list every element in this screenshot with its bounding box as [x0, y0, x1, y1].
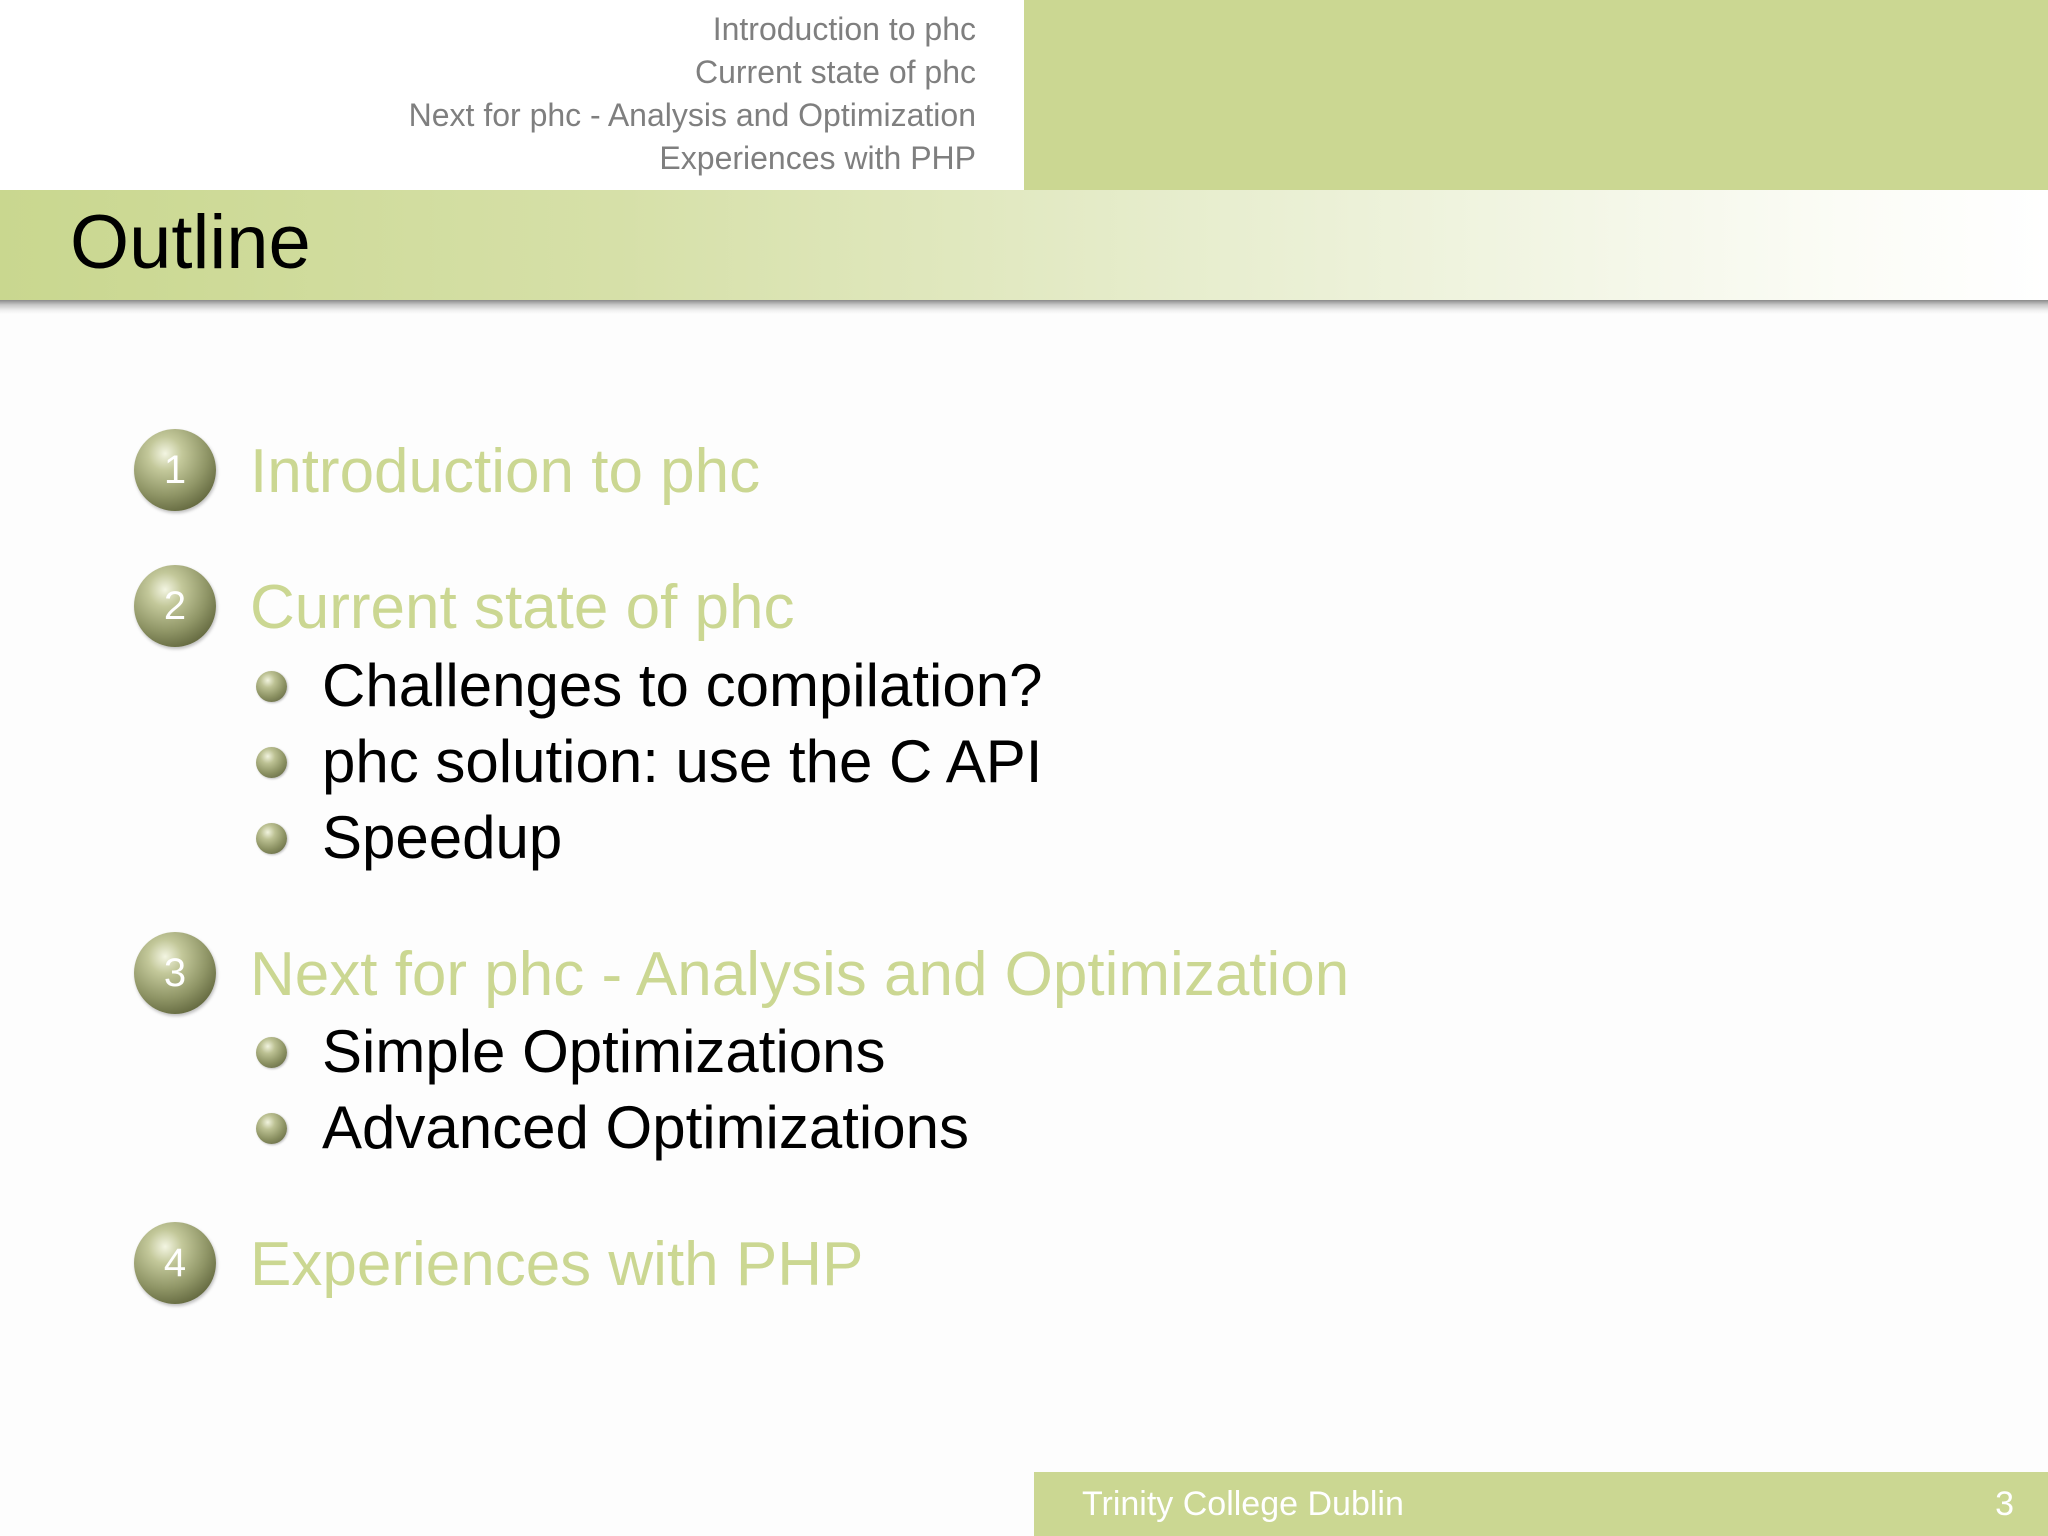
title-bar-shadow — [0, 300, 2048, 314]
section-number: 4 — [163, 1241, 187, 1285]
nav-item-experiences[interactable]: Experiences with PHP — [659, 140, 976, 176]
section-navigation — [409, 8, 976, 180]
toc-section-experiences[interactable]: Experiences with PHP — [250, 1230, 864, 1299]
section-number-ball-4 — [134, 1222, 216, 1304]
toc-subsection-simple-optimizations[interactable]: Simple Optimizations — [322, 1018, 886, 1085]
header-accent-panel — [1024, 0, 2048, 190]
footer-bar — [1034, 1472, 2048, 1536]
page-number: 3 — [1995, 1485, 2014, 1523]
section-number: 1 — [163, 448, 187, 492]
section-number: 3 — [163, 951, 187, 995]
section-number-ball-3 — [134, 932, 216, 1014]
subsection-bullet-icon — [256, 671, 287, 702]
subsection-bullet-icon — [256, 747, 287, 778]
toc-section-next-for-phc[interactable]: Next for phc - Analysis and Optimization — [250, 940, 1350, 1009]
footer-institution: Trinity College Dublin — [1082, 1485, 1404, 1523]
section-number-ball-1 — [134, 429, 216, 511]
toc-section-introduction[interactable]: Introduction to phc — [250, 437, 761, 506]
toc-subsection-challenges[interactable]: Challenges to compilation? — [322, 652, 1043, 719]
subsection-bullet-icon — [256, 1037, 287, 1068]
frame-title: Outline — [70, 200, 311, 285]
nav-item-introduction[interactable]: Introduction to phc — [712, 11, 976, 47]
section-number: 2 — [163, 584, 187, 628]
nav-item-next-for-phc[interactable]: Next for phc - Analysis and Optimization — [408, 97, 976, 133]
nav-item-current-state[interactable]: Current state of phc — [694, 54, 976, 90]
subsection-bullet-icon — [256, 823, 287, 854]
toc-subsection-c-api[interactable]: phc solution: use the C API — [322, 728, 1043, 795]
toc-subsection-speedup[interactable]: Speedup — [322, 804, 563, 871]
subsection-bullet-icon — [256, 1113, 287, 1144]
toc-section-current-state[interactable]: Current state of phc — [250, 573, 795, 642]
section-number-ball-2 — [134, 565, 216, 647]
toc-subsection-advanced-optimizations[interactable]: Advanced Optimizations — [322, 1094, 969, 1161]
